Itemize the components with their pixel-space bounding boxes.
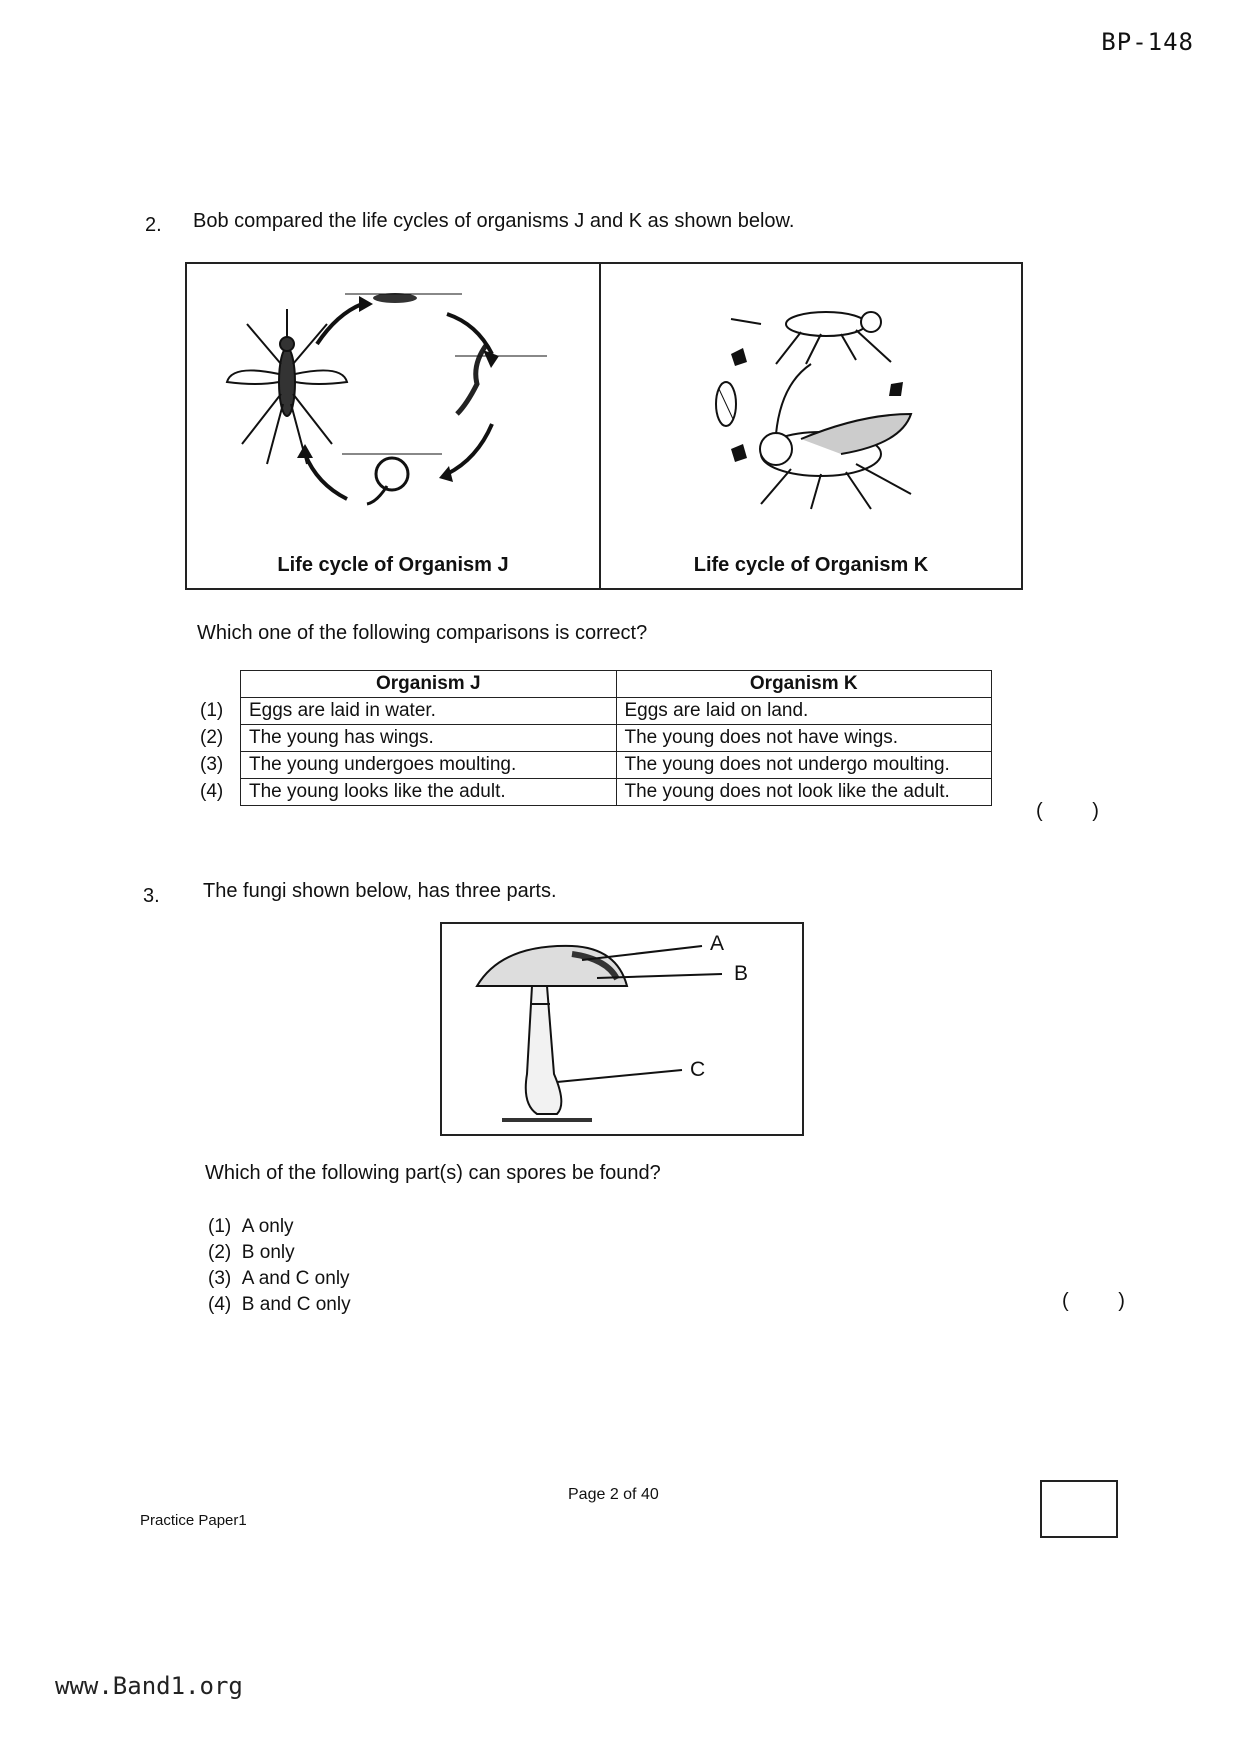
row-3-number: (3): [200, 754, 224, 775]
row-2-number: (2): [200, 727, 224, 748]
label-c: C: [690, 1058, 706, 1081]
option-text: B only: [241, 1242, 295, 1263]
mosquito-life-cycle-illustration: [187, 264, 599, 534]
question-3-number: 3.: [143, 885, 160, 907]
option-number: (4): [208, 1294, 232, 1315]
table-row: [241, 779, 992, 806]
cell-j: The young undergoes moulting.: [241, 752, 617, 779]
table-row: [241, 752, 992, 779]
life-cycle-figure: [185, 262, 1025, 590]
caption-organism-k: Life cycle of Organism K: [693, 554, 929, 576]
question-3-answer-bracket[interactable]: ( ): [1062, 1290, 1147, 1312]
question-2-text: Bob compared the life cycles of organisms J and K as shown below.: [193, 210, 795, 232]
table-header-row: [241, 671, 992, 698]
cell-j: The young looks like the adult.: [241, 779, 617, 806]
cell-k: The young does not have wings.: [616, 725, 992, 752]
option-3[interactable]: [208, 1268, 351, 1294]
panel-organism-k: [599, 262, 1023, 590]
score-box[interactable]: [1040, 1480, 1118, 1538]
table-row: [241, 698, 992, 725]
option-number: (1): [208, 1216, 232, 1237]
header-organism-k: Organism K: [616, 671, 992, 698]
row-4-number: (4): [200, 781, 224, 802]
table-row: [241, 725, 992, 752]
option-text: A only: [241, 1216, 294, 1237]
label-b: B: [734, 962, 749, 985]
caption-organism-j: Life cycle of Organism J: [277, 554, 509, 576]
option-number: (3): [208, 1268, 232, 1289]
cell-k: The young does not look like the adult.: [616, 779, 992, 806]
cell-j: The young has wings.: [241, 725, 617, 752]
page-number: Page 2 of 40: [568, 1486, 659, 1503]
question-2-number: 2.: [145, 214, 162, 236]
header-organism-j: Organism J: [241, 671, 617, 698]
cell-k: Eggs are laid on land.: [616, 698, 992, 725]
paper-name: Practice Paper1: [140, 1512, 247, 1529]
paper-code: BP-148: [1101, 28, 1194, 56]
question-3-prompt: Which of the following part(s) can spores be found?: [205, 1162, 661, 1184]
option-4[interactable]: [208, 1294, 351, 1320]
panel-organism-j: [185, 262, 601, 590]
question-3-options: [208, 1216, 351, 1320]
option-1[interactable]: [208, 1216, 351, 1242]
watermark: www.Band1.org: [55, 1672, 243, 1700]
comparison-table: [240, 670, 992, 806]
row-1-number: (1): [200, 700, 224, 721]
cell-j: Eggs are laid in water.: [241, 698, 617, 725]
label-a: A: [710, 932, 725, 955]
question-3-text: The fungi shown below, has three parts.: [203, 880, 557, 902]
option-text: A and C only: [241, 1268, 350, 1289]
fungus-figure: [440, 922, 804, 1136]
question-2-prompt: Which one of the following comparisons is correct?: [197, 622, 648, 644]
comparison-table-area: [200, 668, 1000, 808]
option-2[interactable]: [208, 1242, 351, 1268]
option-number: (2): [208, 1242, 232, 1263]
question-2-answer-bracket[interactable]: ( ): [1036, 800, 1121, 822]
option-text: B and C only: [241, 1294, 351, 1315]
cell-k: The young does not undergo moulting.: [616, 752, 992, 779]
mushroom-illustration: [442, 924, 802, 1134]
grasshopper-life-cycle-illustration: [601, 264, 1021, 534]
